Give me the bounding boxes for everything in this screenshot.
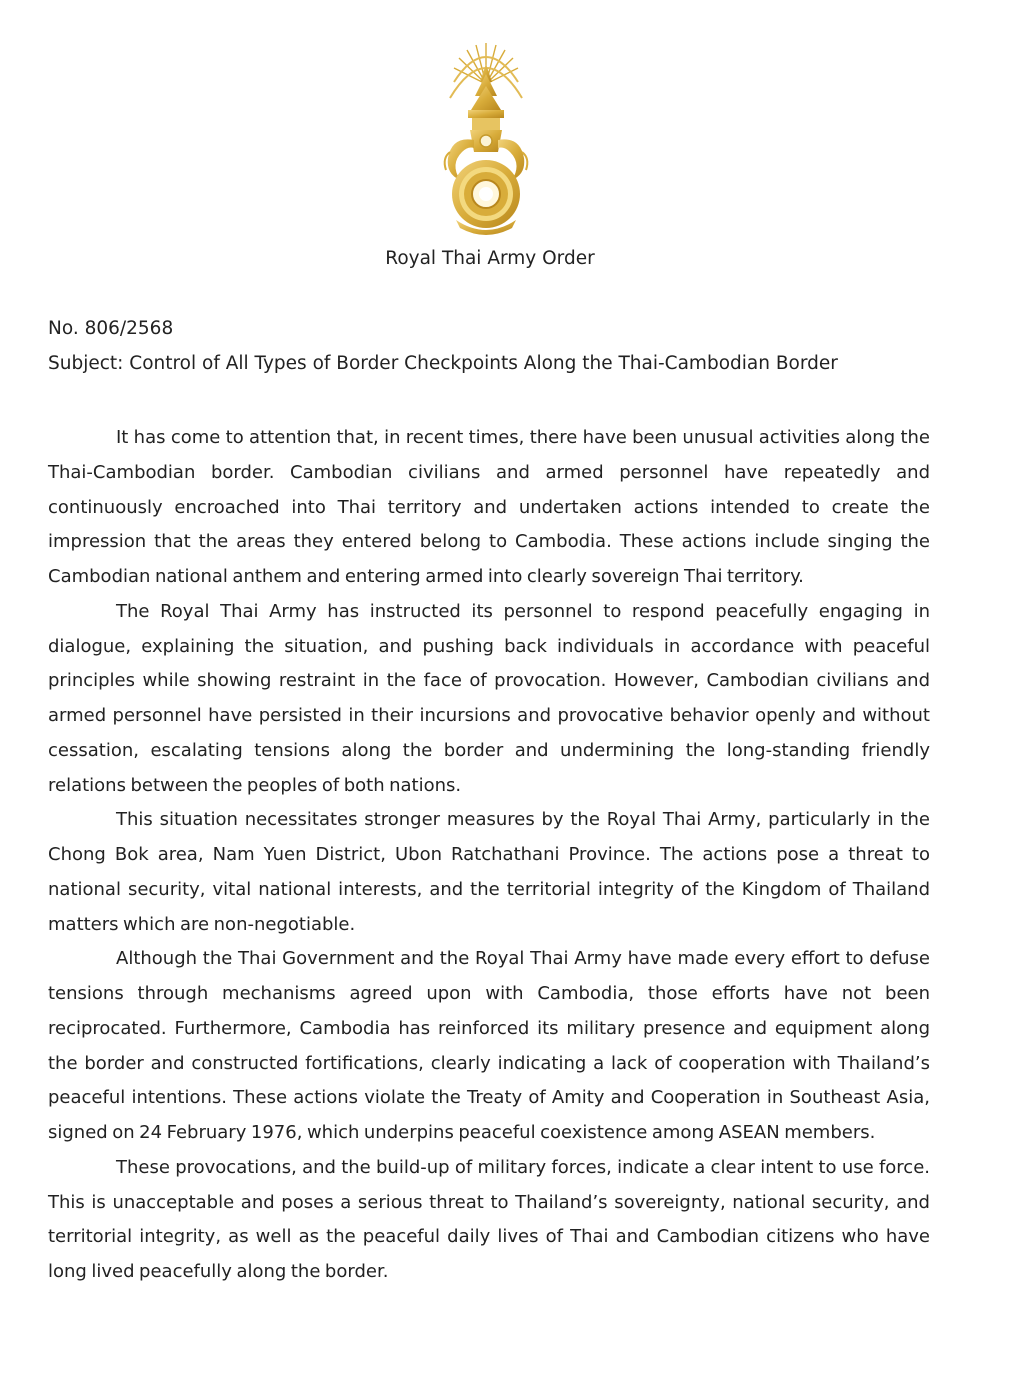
document-title: Royal Thai Army Order [385,248,595,269]
body-paragraph: These provocations, and the build-up of military forces, indicate a clear intent to use force. This is unacceptable and poses a serious threat to Thailand’s sovereignty, national security, and territorial integrity, as well as the peaceful daily lives of Thai and Cambodian citizens who have long lived peacefully along the border. [48,1156,930,1282]
royal-thai-army-emblem-icon [440,40,532,236]
body-paragraph: This situation necessitates stronger measures by the Royal Thai Army, particularly in the Chong Bok area, Nam Yuen District, Ubon Ratchathani Province. The actions pose a threat to national security, vital national interests, and the territorial integrity of the Kingdom of Thailand matters which are non-negotiable. [48,809,930,935]
document-body [48,421,930,1290]
body-paragraph: Although the Thai Government and the Royal Thai Army have made every effort to defuse tensions through mechanisms agreed upon with Cambodia, those efforts have not been reciprocated. Furthermore, Cambodia has reinforced its military presence and equipment along the border and constructed fortifications, clearly indicating a lack of cooperation with Thailand’s peaceful intentions. These actions violate the Treaty of Amity and Cooperation in Southeast Asia, signed on 24 February 1976, which underpins peaceful coexistence among ASEAN members. [48,948,930,1143]
order-subject: Subject: Control of All Types of Border Checkpoints Along the Thai-Cambodian Border [48,353,838,374]
body-paragraph: It has come to attention that, in recent times, there have been unusual activities along the Thai-Cambodian border. Cambodian civilians and armed personnel have repeatedly and continuously encroached into Thai territory and undertaken actions intended to create the impression that the areas they entered belong to Cambodia. These actions include singing the Cambodian national anthem and entering armed into clearly sovereign Thai territory. [48,427,930,587]
order-number: No. 806/2568 [48,318,174,339]
body-paragraph: The Royal Thai Army has instructed its personnel to respond peacefully engaging in dialogue, explaining the situation, and pushing back individuals in accordance with peaceful principles while showing restraint in the face of provocation. However, Cambodian civilians and armed personnel have persisted in their incursions and provocative behavior openly and without cessation, escalating tensions along the border and undermining the long-standing friendly relations between the peoples of both nations. [48,600,930,796]
